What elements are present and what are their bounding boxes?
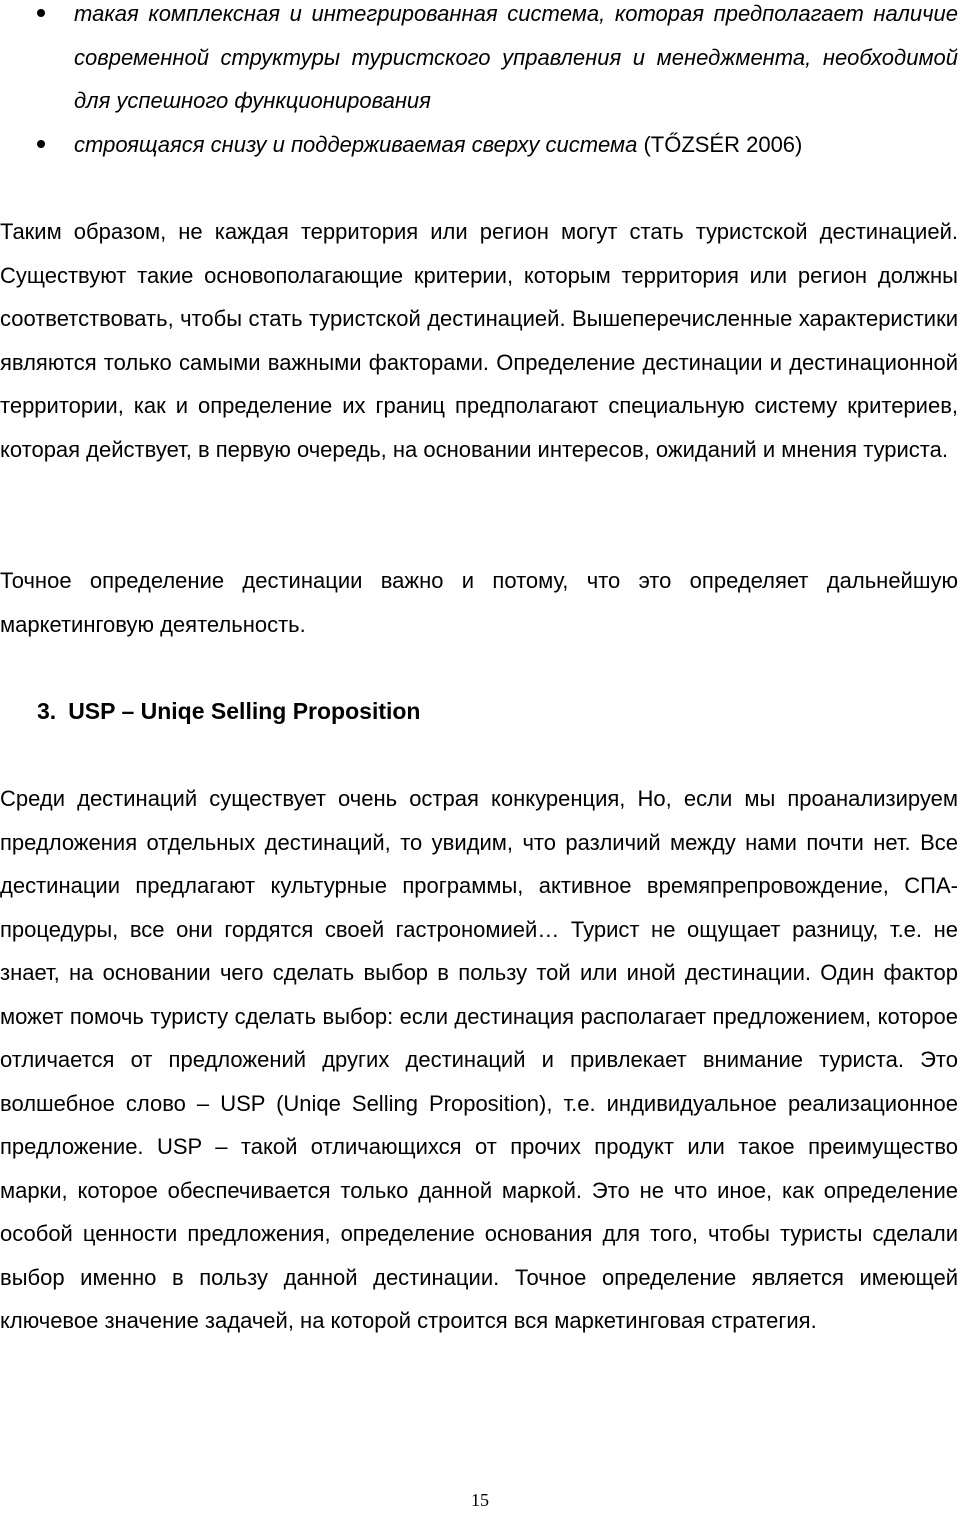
paragraph-precise-definition: Точное определение дестинации важно и потому, что это определяет дальнейшую маркетинговую деятельность.	[0, 568, 958, 637]
bullet-item	[0, 123, 958, 167]
bullet-citation: (TŐZSÉR 2006)	[637, 131, 803, 157]
bullet-dot-icon	[37, 9, 45, 17]
paragraph-destination-criteria: Таким образом, не каждая территория или регион могут стать туристской дестинацией. Существуют такие основополагающие критерии, которым территория или регион должны соответствовать, чтобы стать туристской дестинацией. Вышеперечисленные характеристики являются только самыми важными факторами. Определение дестинации и дестинационной территории, как и определение их границ предполагают специальную систему критериев, которая действует, в первую очередь, на основании интересов, ожиданий и мнения туриста.	[0, 219, 958, 462]
section-heading	[37, 690, 420, 733]
bullet-list	[0, 0, 958, 166]
section-title: USP – Uniqe Selling Proposition	[68, 698, 421, 724]
bullet-dot-icon	[37, 140, 45, 148]
page-number: 15	[471, 1490, 489, 1510]
bullet-item	[0, 0, 958, 123]
bullet-text: строящаяся снизу и поддерживаемая сверху система	[74, 131, 638, 157]
bullet-text: такая комплексная и интегрированная система, которая предполагает наличие современной структуры туристского управления и менеджмента, необходимой для успешного функционирования	[74, 1, 958, 113]
paragraph-usp: Среди дестинаций существует очень острая конкуренция, Но, если мы проанализируем предложения отдельных дестинаций, то увидим, что различий между нами почти нет. Все дестинации предлагают культурные программы, активное времяпрепровождение, СПА-процедуры, все они гордятся своей гастрономией… Турист не ощущает разницу, т.е. не знает, на основании чего сделать выбор в пользу той или иной дестинации. Один фактор может помочь туристу сделать выбор: если дестинация располагает предложением, которое отличается от предложений других дестинаций и привлекает внимание туриста. Это волшебное слово – USP (Uniqe Selling Proposition), т.е. индивидуальное реализационное предложение. USP – такой отличающихся от прочих продукт или такое преимущество марки, которое обеспечивается только данной маркой. Это не что иное, как определение особой ценности предложения, определение основания для того, чтобы туристы сделали выбор именно в пользу данной дестинации. Точное определение является имеющей ключевое значение задачей, на которой строится вся маркетинговая стратегия.	[0, 786, 958, 1333]
section-number: 3.	[37, 698, 57, 724]
